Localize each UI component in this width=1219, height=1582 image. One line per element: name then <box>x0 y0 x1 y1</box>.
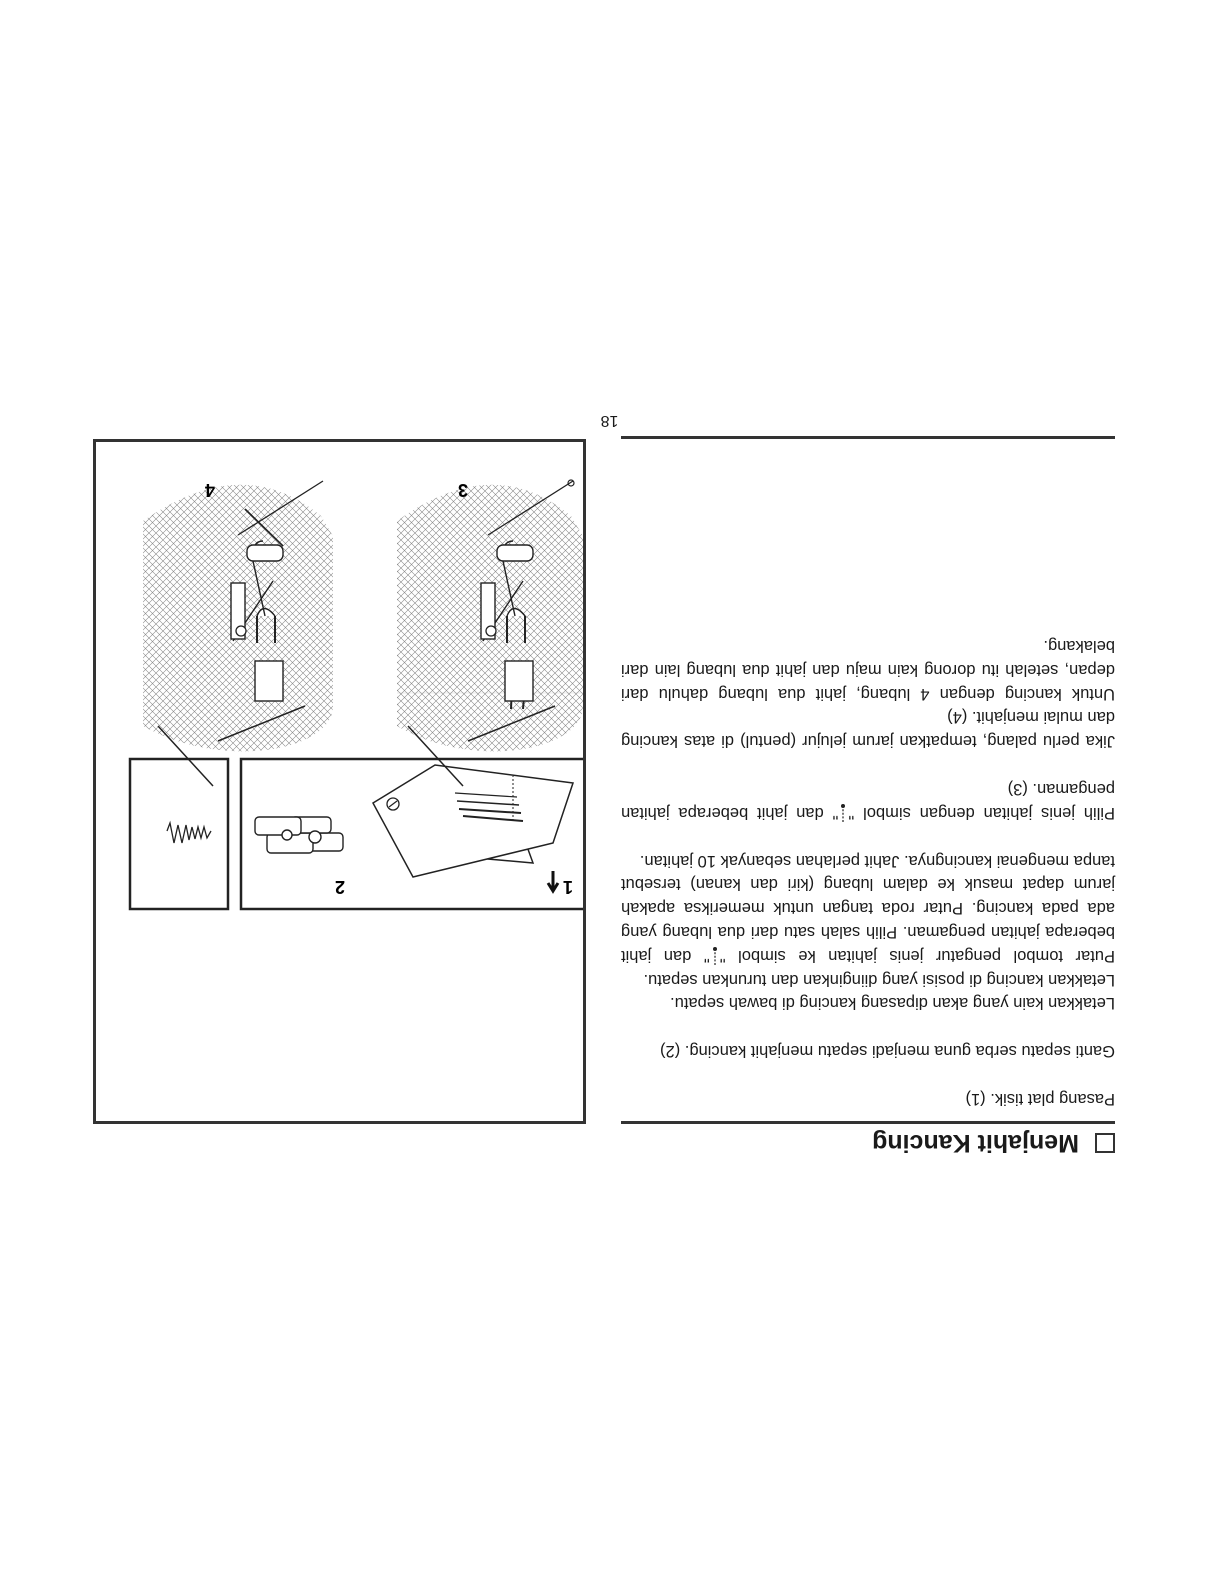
page-number: 18 <box>600 412 619 429</box>
paragraph-8: Untuk kancing dengan 4 lubang, jahit dua lubang dahulu dari depan, setelah itu dorong kain maju dan jahit dua lubang lain dari belakang. <box>621 637 1115 703</box>
figure-1-label: 1 <box>562 877 573 897</box>
figure-2 <box>255 817 345 897</box>
paragraph-6-start: Pilih jenis jahitan dengan simbol " <box>848 803 1115 822</box>
figure-4 <box>143 480 333 786</box>
paragraph-1: Pasang plat tisik. (1) <box>965 1090 1115 1108</box>
paragraph-6 <box>621 776 1115 824</box>
paragraph-2: Ganti sepatu serba guna menjadi sepatu menjahit kancing. (2) <box>660 1042 1115 1061</box>
stitch-pattern-box <box>130 759 228 909</box>
top-rule <box>621 1121 1115 1124</box>
paragraph-4: Letakkan kancing di posisi yang diinginkan dan turunkan sepatu. <box>643 970 1115 989</box>
figure-4-label: 4 <box>204 480 215 500</box>
section-heading <box>872 1128 1115 1158</box>
straight-stitch-symbol-icon <box>838 803 848 823</box>
bottom-rule <box>621 436 1115 439</box>
straight-stitch-symbol-icon <box>710 946 720 966</box>
needle-plate-illustration <box>373 765 573 891</box>
figure-3-label: 3 <box>457 480 468 500</box>
figure-3 <box>397 480 583 786</box>
paragraph-5-end: " dan jahit beberapa jahitan pengaman. Pilih salah satu dari dua lubang yang ada pada kancing. Putar roda tangan untuk memeriksa apakah jarum dapat masuk ke dalam lubang (kiri dan kanan) tersebut tanpa mengenai kancingnya. Jahit perlahan sebanyak 10 jahitan. <box>621 851 1115 965</box>
section-title: Menjahit Kancing <box>872 1129 1079 1158</box>
arrow-up-icon <box>548 871 558 891</box>
illustrations <box>96 442 583 1121</box>
illustration-panel <box>93 439 586 1124</box>
paragraph-6-end: " dan jahit beberapa jahitan pengaman. (3) <box>621 780 1115 822</box>
square-outline-icon <box>1095 1133 1115 1153</box>
instruction-text <box>621 633 1115 1110</box>
paragraph-5-start: Putar tombol pengatur jenis jahitan ke simbol " <box>719 946 1115 965</box>
zigzag-stitch-icon <box>167 823 211 843</box>
figure-2-label: 2 <box>334 877 345 897</box>
paragraph-5 <box>621 848 1115 967</box>
paragraph-7: Jika perlu palang, tempatkan jarum jelujur (pentul) di atas kancing dan mulai menjahit. (4) <box>621 708 1115 751</box>
paragraph-3: Letakkan kain yang akan dipasang kancing di bawah sepatu. <box>670 994 1115 1013</box>
button-foot-illustration <box>255 817 343 853</box>
